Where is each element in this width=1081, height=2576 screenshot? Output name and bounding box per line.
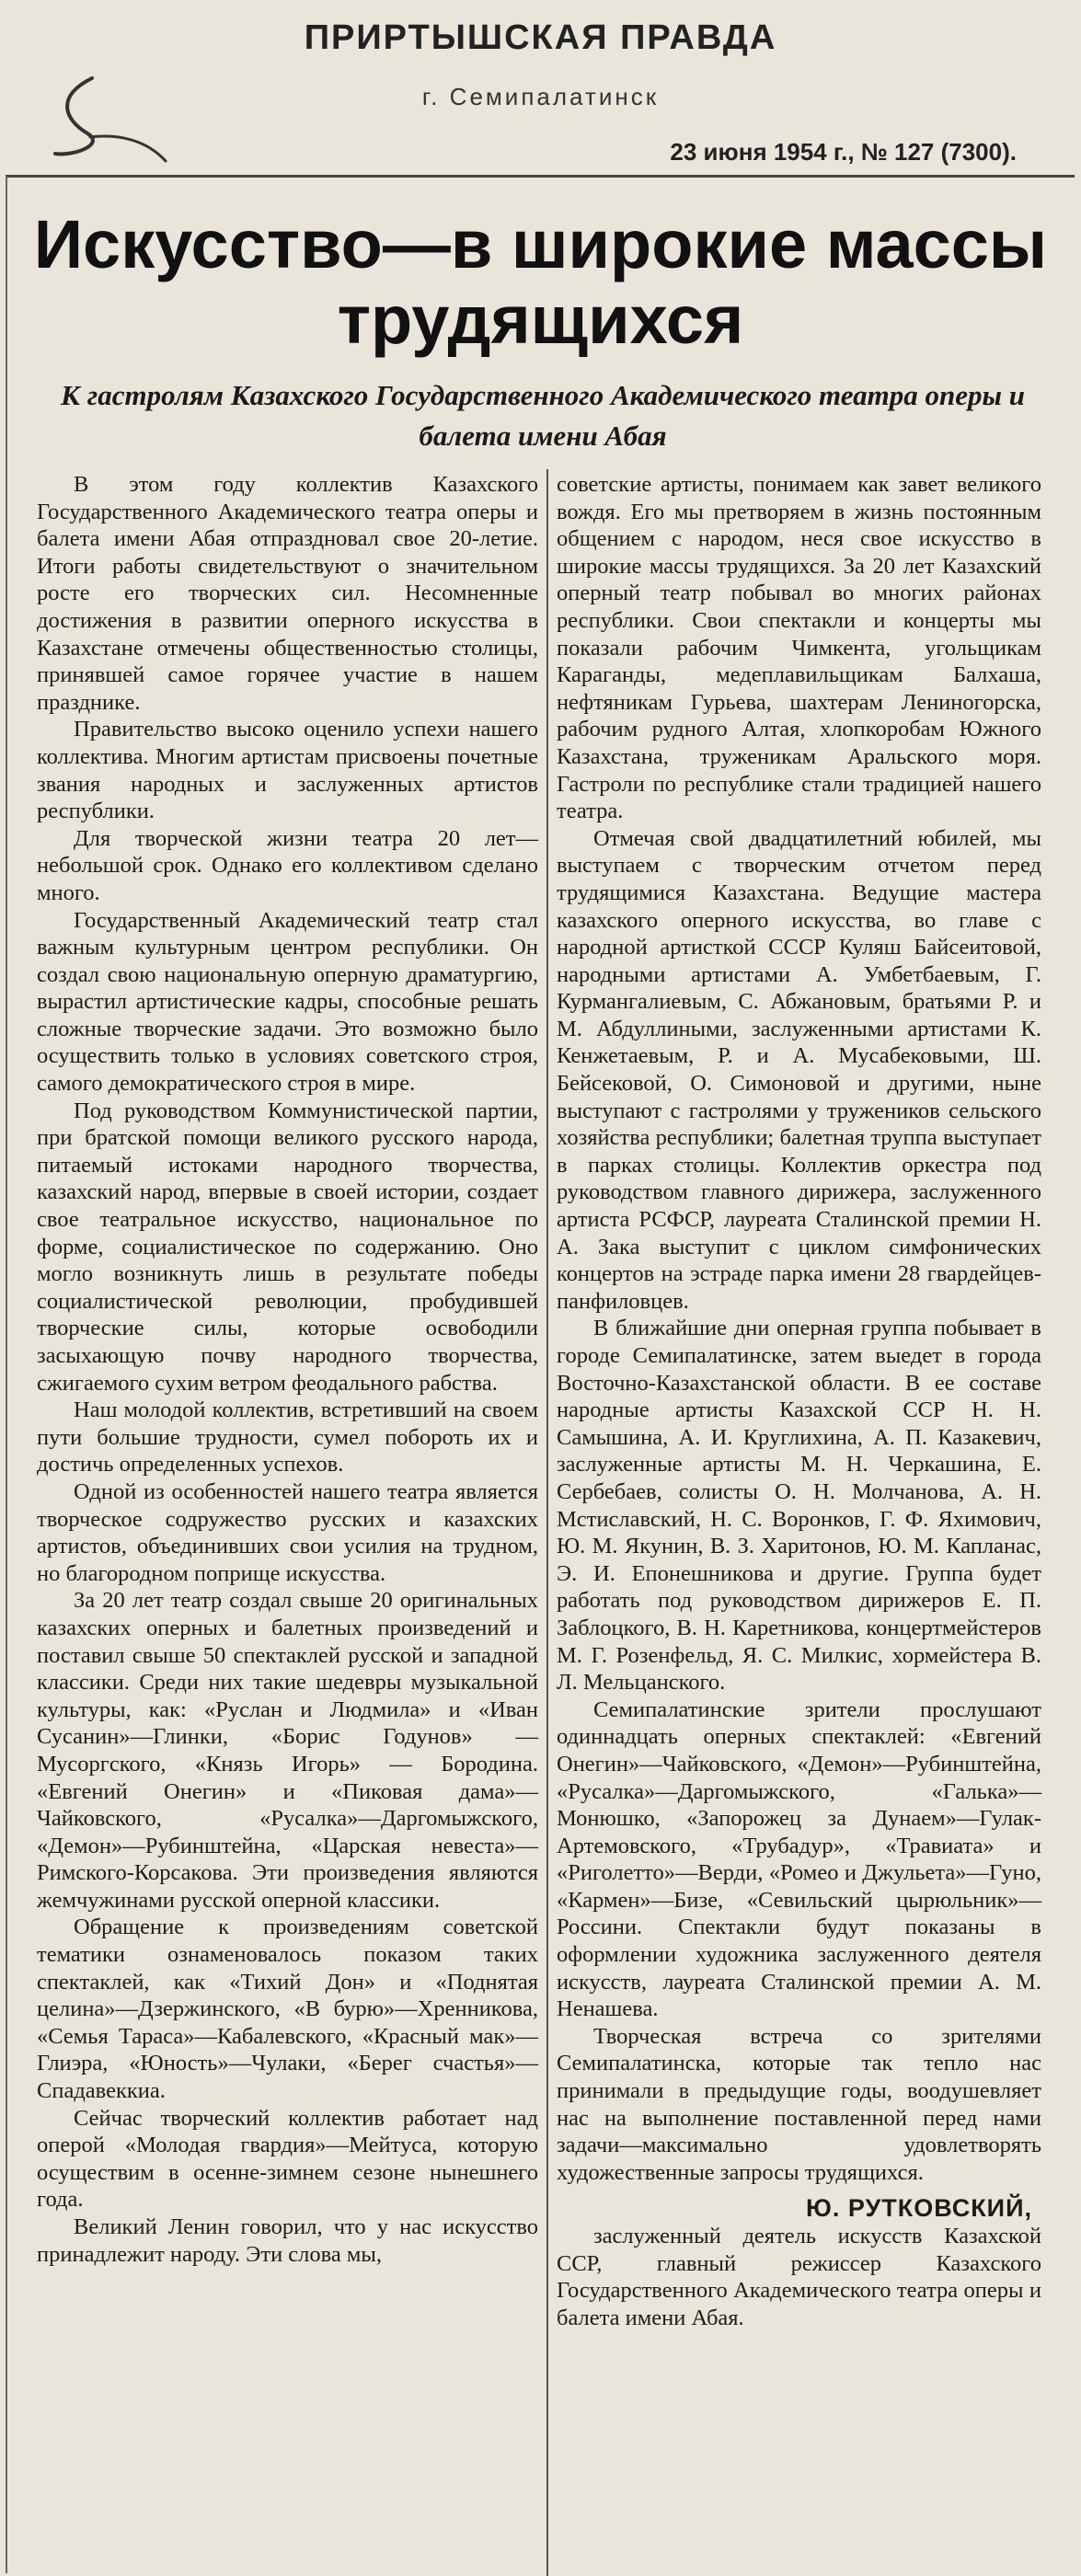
paragraph: Государственный Академический театр стал важным культурным центром республики. Он создал свою национальную оперную драматургию, вырастил артистические кадры, способные решать сложные творческие задачи. Это возможно было осуществить только в условиях советского строя, самого демократического строя в мире. xyxy=(37,907,538,1097)
paragraph: Семипалатинские зрители прослушают одиннадцать оперных спектаклей: «Евгений Онегин»—Чайковского, «Демон»—Рубинштейна, «Русалка»—Даргомыжского, «Галька»—Монюшко, «Запорожец за Дунаем»—Гулак-Артемовского, «Трубадур», «Травиата» и «Риголетто»—Верди, «Ромео и Джульета»—Гуно, «Кармен»—Бизе, «Севильский цырюльник»—Россини. Спектакли будут показаны в оформлении художника заслуженного деятеля искусств, лауреата Сталинской премии А. М. Ненашева. xyxy=(557,1696,1041,2022)
paragraph: Великий Ленин говорил, что у нас искусство принадлежит народу. Эти слова мы, xyxy=(37,2214,538,2267)
column-divider xyxy=(546,469,548,2576)
article-column-left xyxy=(37,471,538,2268)
article-headline: Искусство—в широкие массы трудящихся xyxy=(33,206,1048,358)
article-column-right xyxy=(557,471,1041,2331)
handwritten-mark xyxy=(37,69,175,170)
paragraph: Одной из особенностей нашего театра является творческое содружество русских и казахских артистов, объединивших свои усилия на трудном, но благородном поприще искусства. xyxy=(37,1478,538,1586)
author-name: Ю. РУТКОВСКИЙ, xyxy=(805,2194,1032,2223)
paragraph: В этом году коллектив Казахского Государственного Академического театра оперы и балета имени Абая отпраздновал свое 20-летие. Итоги работы свидетельствуют о значительном росте его творческих сил. Несомненные достижения в развитии оперного искусства в Казахстане отмечены общественностью столицы, принявшей самое горячее участие в нашем празднике. xyxy=(37,472,538,715)
paragraph: Для творческой жизни театра 20 лет—небольшой срок. Однако его коллективом сделано много. xyxy=(37,825,538,905)
article-subhead: К гастролям Казахского Государственного Академического театра оперы и балета имени Абая xyxy=(61,379,1025,452)
author-title: заслуженный деятель искусств Казахской ССР, главный режиссер Казахского Государственного Академического театра оперы и балета имени Абая. xyxy=(557,2224,1041,2330)
masthead-city: г. Семипалатинск xyxy=(421,83,660,110)
paragraph: Отмечая свой двадцатилетний юбилей, мы выступаем с творческим отчетом перед трудящимися Казахстана. Ведущие мастера казахского оперного искусства, во главе с народной артисткой СССР Куляш Байсеитовой, народными артистами А. Умбетбаевым, Г. Курмангалиевым, С. Абжановым, братьями Р. и М. Абдуллиными, заслуженными артистами К. Кенжетаевым, Р. и А. Мусабековыми, Ш. Бейсековой, О. Симоновой и другими, ныне выступают с гастролями у тружеников сельского хозяйства республики; балетная труппа выступает в парках столицы. Коллектив оркестра под руководством главного дирижера, заслуженного артиста РСФСР, лауреата Сталинской премии Н. А. Зака выступит с циклом симфонических концертов на эстраде парка имени 28 гвардейцев-панфиловцев. xyxy=(557,825,1041,1314)
paragraph: Сейчас творческий коллектив работает над оперой «Молодая гвардия»—Мейтуса, которую осуществим в осенне-зимнем сезоне нынешнего года. xyxy=(37,2105,538,2213)
paragraph: советские артисты, понимаем как завет великого вождя. Его мы претворяем в жизнь постоянным общением с народом, неся свое искусство в широкие массы трудящихся. За 20 лет Казахский оперный театр побывал во многих районах республики. Свои спектакли и концерты мы показали рабочим Чимкента, угольщикам Караганды, медеплавильщикам Балхаша, нефтяникам Гурьева, шахтерам Лениногорска, рабочим рудного Алтая, хлопкоробам Южного Казахстана, труженикам Аральского моря. Гастроли по республике стали традицией нашего театра. xyxy=(557,472,1041,824)
paragraph: Правительство высоко оценило успехи нашего коллектива. Многим артистам присвоены почетные звания народных и заслуженных артистов республики. xyxy=(37,717,538,824)
paragraph: Творческая встреча со зрителями Семипалатинска, которые так тепло нас принимали в предыдущие годы, воодушевляет нас на выполнение поставленной перед нами задачи—максимально удовлетворять художественные запросы трудящихся. xyxy=(557,2023,1041,2185)
paragraph: За 20 лет театр создал свыше 20 оригинальных казахских оперных и балетных произведений и поставил свыше 50 спектаклей русской и западной классики. Среди них такие шедевры музыкальной культуры, как: «Руслан и Людмила» и «Иван Сусанин»—Глинки, «Борис Годунов» — Мусоргского, «Князь Игорь» — Бородина. «Евгений Онегин» и «Пиковая дама»—Чайковского, «Русалка»—Даргомыжского, «Демон»—Рубинштейна, «Царская невеста»—Римского-Корсакова. Эти произведения являются жемчужинами русской оперной классики. xyxy=(37,1588,538,1913)
newspaper-masthead: ПРИРТЫШСКАЯ ПРАВДА xyxy=(304,18,777,57)
issue-dateline: 23 июня 1954 г., № 127 (7300). xyxy=(670,138,1017,166)
paragraph: Под руководством Коммунистической партии, при братской помощи великого русского народа, питаемый истоками народного творчества, казахский народ, впервые в своей истории, создает свое театральное искусство, национальное по форме, социалистическое по содержанию. Оно могло возникнуть лишь в результате победы социалистической революции, пробудившей творческие силы, которые освободили засыхающую почву народного творчества, сжигаемого сухим ветром феодального рабства. xyxy=(37,1098,538,1396)
paragraph: Обращение к произведениям советской тематики ознаменовалось показом таких спектаклей, как «Тихий Дон» и «Поднятая целина»—Дзержинского, «В бурю»—Хренникова, «Семья Тараса»—Кабалевского, «Красный мак»—Глиэра, «Юность»—Чулаки, «Берег счастья»—Спадавеккиа. xyxy=(37,1915,538,2104)
paragraph: Наш молодой коллектив, встретивший на своем пути большие трудности, сумел побороть их и достичь определенных успехов. xyxy=(37,1397,538,1478)
paragraph: В ближайшие дни оперная группа побывает в городе Семипалатинске, затем выедет в города Восточно-Казахстанской области. В ее составе народные артисты Казахской ССР Н. Н. Самышина, А. И. Круглихина, А. П. Казакевич, заслуженные артисты М. Н. Черкашина, Е. Сербебаев, солисты О. Н. Молчанова, А. Н. Мстиславский, Н. С. Воронков, Г. Ф. Яхимович, Ю. М. Якунин, В. З. Харитонов, Ю. М. Капланас, Э. И. Епонешникова и другие. Группа будет работать под руководством дирижеров Е. П. Заблоцкого, В. Н. Каретникова, концертмейстеров М. Г. Розенфельд, Я. С. Милкис, хормейстера В. Л. Мельцанского. xyxy=(557,1316,1041,1696)
